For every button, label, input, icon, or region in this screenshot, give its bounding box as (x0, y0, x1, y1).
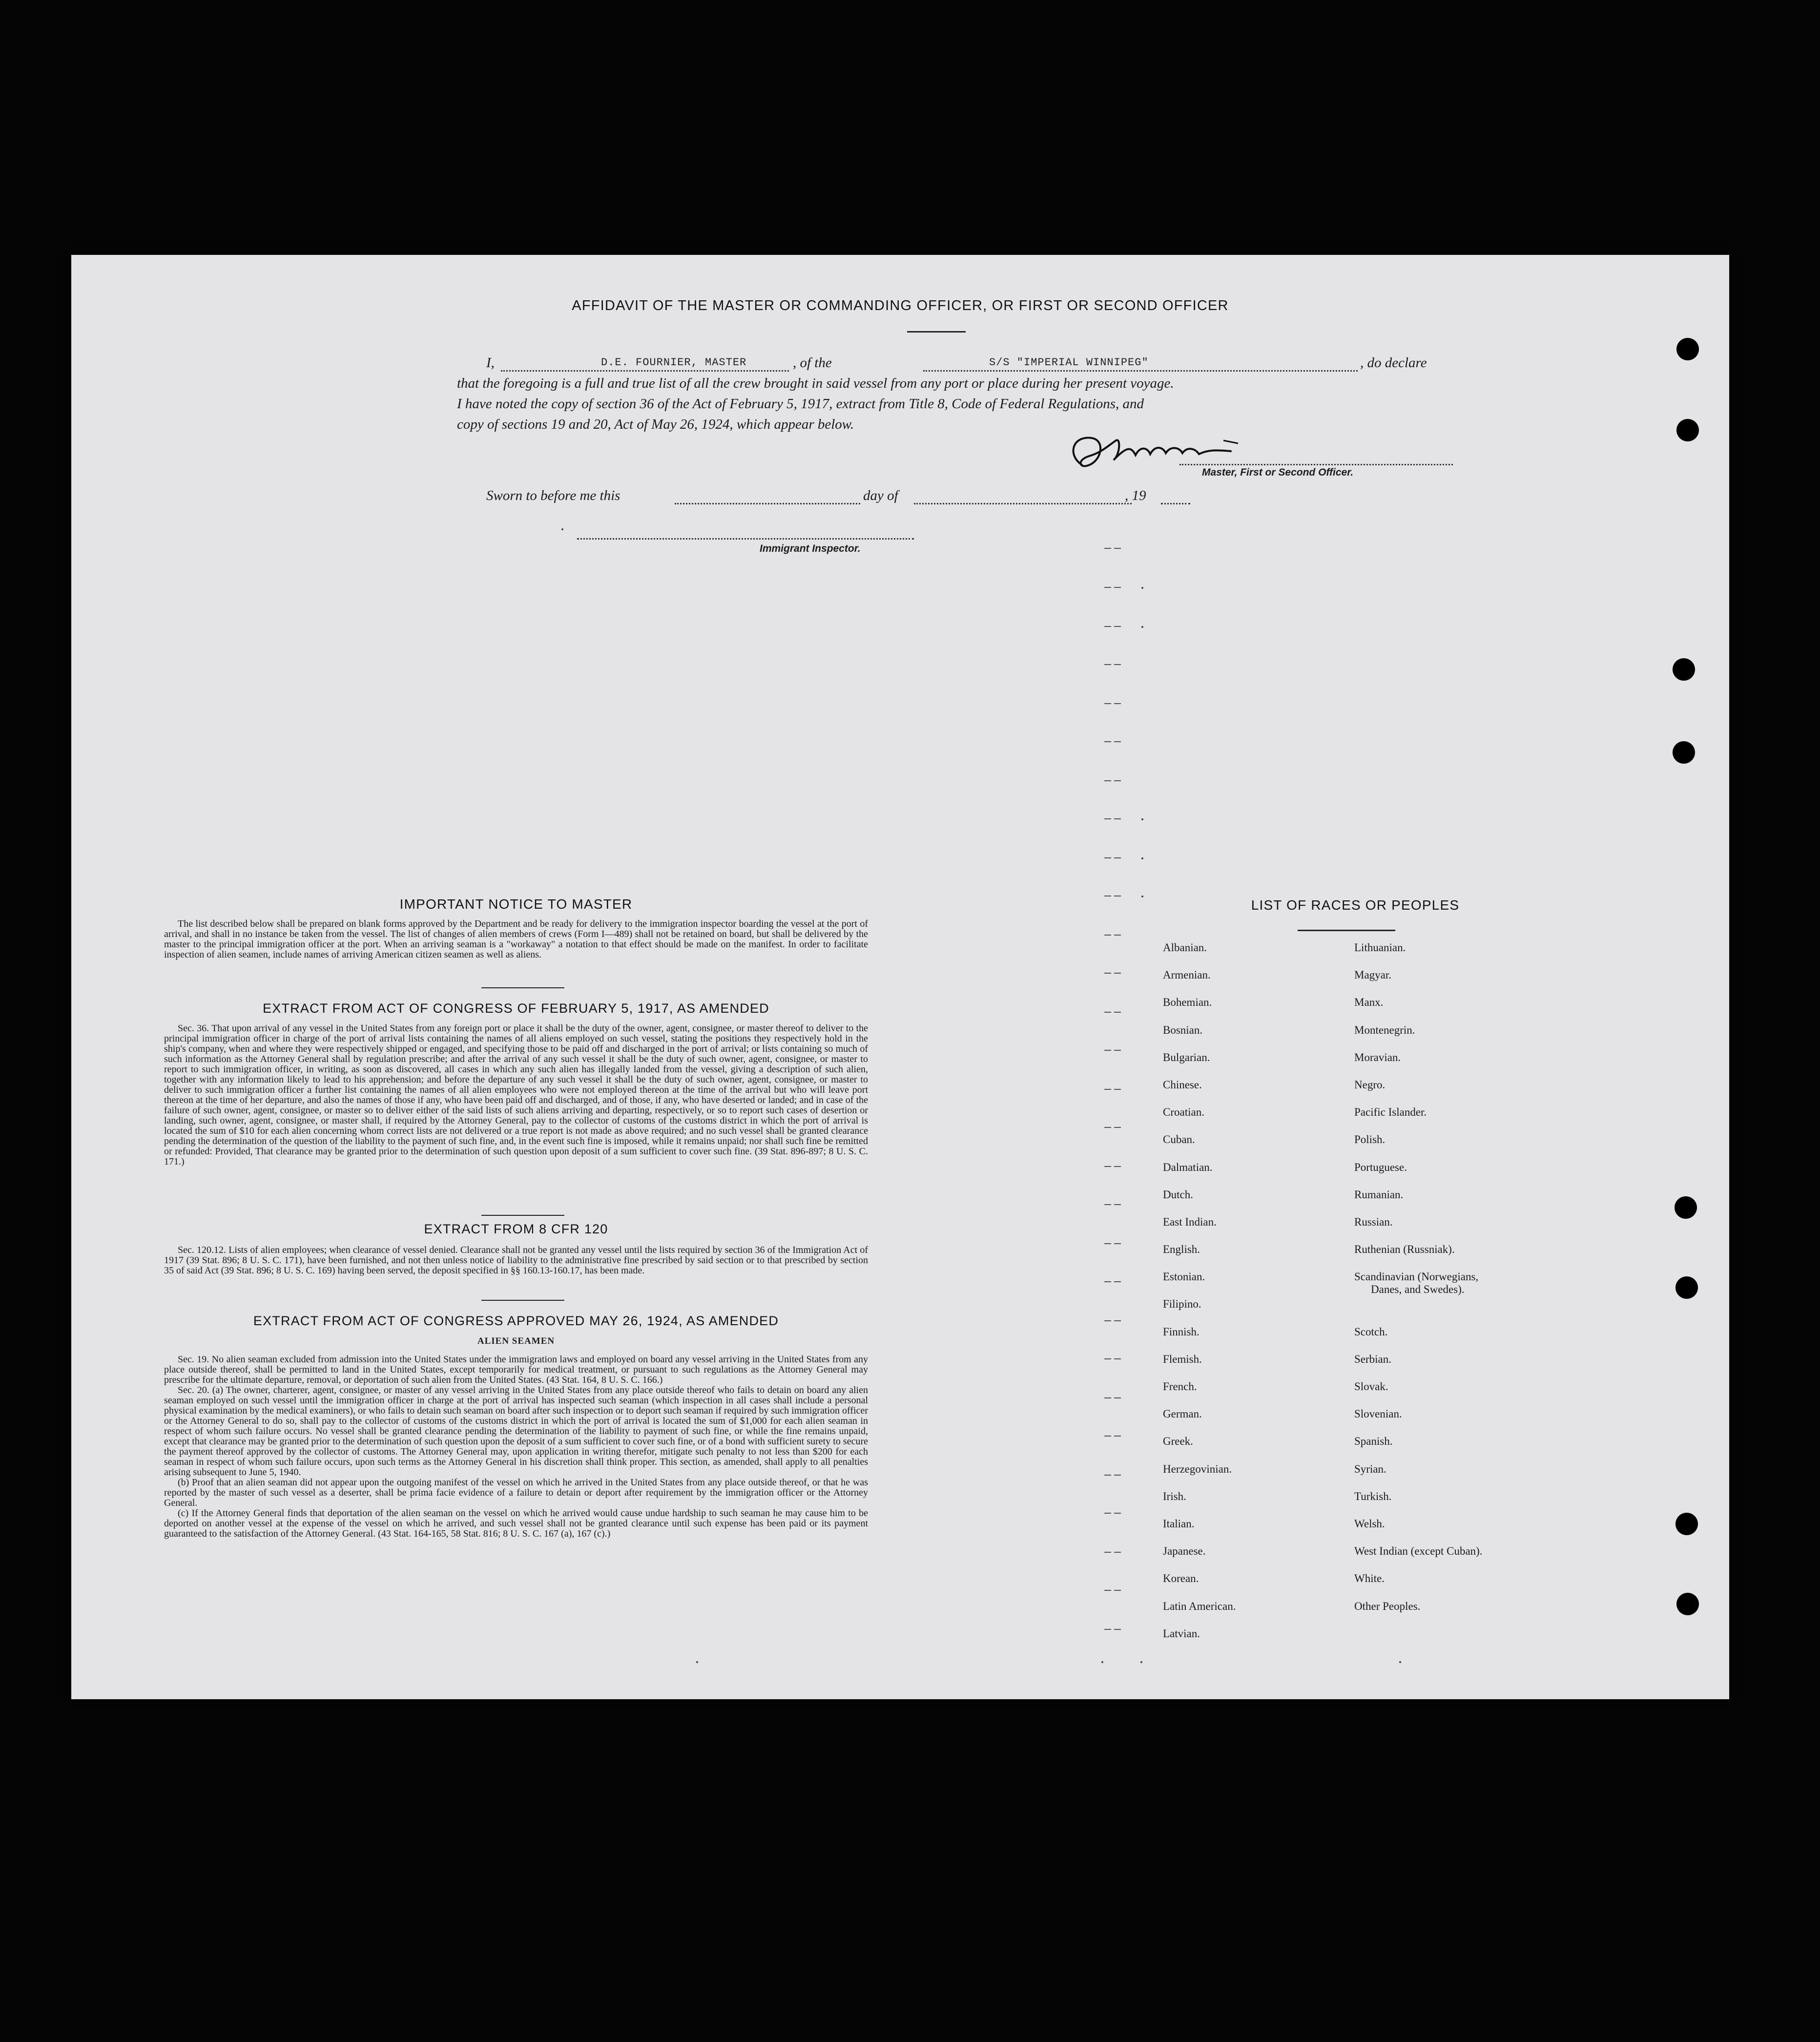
race-item: Croatian. (1163, 1106, 1204, 1119)
divider-2 (481, 1215, 564, 1216)
race-item: Pacific Islander. (1354, 1106, 1427, 1119)
race-item: West Indian (except Cuban). (1354, 1545, 1483, 1558)
of-the-label: , of the (793, 355, 832, 371)
vessel-name-typed: S/S "IMPERIAL WINNIPEG" (989, 356, 1149, 369)
extract-1917-title: EXTRACT FROM ACT OF CONGRESS OF FEBRUARY 5, 1917, AS AMENDED (263, 1001, 769, 1016)
race-item: Latin American. (1163, 1600, 1236, 1612)
binder-hole (1676, 338, 1699, 360)
affidavit-title: AFFIDAVIT OF THE MASTER OR COMMANDING OFFICER, OR FIRST OR SECOND OFFICER (572, 298, 1229, 313)
race-item: East Indian. (1163, 1215, 1217, 1228)
sec-19-paragraph: Sec. 19. No alien seaman excluded from admission into the United States under the immigration laws and employed on board any vessel arriving in the United States from any place outside thereof, shall be permitted to land in the United States, except temporarily for medical treatment, or pursuant to such regulations as the Attorney General may prescribe for the ultimate departure, removal, or deportation of such alien from the United States. (43 Stat. 164, 8 U. S. C. 166.) (164, 1354, 868, 1385)
signature-dotted-line (1179, 464, 1453, 465)
name-dotted-line (501, 370, 789, 372)
race-item: Danes, and Swedes). (1371, 1283, 1465, 1296)
race-item: Irish. (1163, 1490, 1186, 1502)
race-item: Bulgarian. (1163, 1051, 1210, 1063)
sec-20b-paragraph: (b) Proof that an alien seaman did not appear upon the outgoing manifest of the vessel on which he arrived in the United States from any place outside thereof, or that he was reported by the master of such vessel as a deserter, shall be prima facie evidence of a failure to detain or deport after requirement by the immigration officer or the Attorney General. (164, 1477, 868, 1508)
binder-hole (1675, 1513, 1698, 1535)
race-item: Armenian. (1163, 969, 1211, 981)
race-item: Flemish. (1163, 1353, 1202, 1365)
sworn-month-dotted-line (914, 503, 1132, 504)
races-column-1 (1163, 941, 1236, 1655)
affidavit-line-2: that the foregoing is a full and true list of all the crew brought in said vessel from any port or place during her present voyage. (457, 375, 1174, 391)
sworn-day-dotted-line (675, 503, 860, 504)
race-item: Manx. (1354, 996, 1384, 1009)
race-item: Syrian. (1354, 1462, 1386, 1475)
extract-cfr-body (164, 1245, 868, 1276)
binder-hole (1673, 741, 1695, 764)
race-item: Estonian. (1163, 1271, 1205, 1283)
race-item: Rumanian. (1354, 1188, 1404, 1201)
affidavit-line-3: I have noted the copy of section 36 of the Act of February 5, 1917, extract from Title 8, Code of Federal Regulations, and (457, 396, 1144, 412)
race-item: Finnish. (1163, 1325, 1200, 1338)
binder-hole (1676, 419, 1699, 441)
race-item: Italian. (1163, 1517, 1195, 1530)
race-item: Welsh. (1354, 1517, 1385, 1530)
declare-label: , do declare (1360, 355, 1427, 371)
divider-1 (481, 987, 564, 988)
race-item: Slovak. (1354, 1380, 1388, 1393)
extract-1924-body (164, 1354, 868, 1539)
affidavit-line-4: copy of sections 19 and 20, Act of May 26, 1924, which appear below. (457, 417, 854, 432)
race-item: Turkish. (1354, 1490, 1392, 1502)
i-label: I, (486, 355, 495, 371)
race-item: French. (1163, 1380, 1197, 1393)
races-column-2 (1354, 941, 1483, 1627)
signature-caption: Master, First or Second Officer. (1202, 467, 1354, 478)
day-of-label: day of (863, 488, 898, 503)
race-item: Greek. (1163, 1435, 1193, 1448)
race-item: Montenegrin. (1354, 1023, 1415, 1036)
inspector-caption: Immigrant Inspector. (760, 543, 861, 554)
extract-1924-title: EXTRACT FROM ACT OF CONGRESS APPROVED MAY 26, 1924, AS AMENDED (253, 1313, 779, 1328)
race-item: Herzegovinian. (1163, 1462, 1232, 1475)
title-underline (907, 331, 966, 333)
notice-body (164, 919, 868, 960)
extract-1917-body (164, 1023, 868, 1167)
extract-cfr-paragraph: Sec. 120.12. Lists of alien employees; when clearance of vessel denied. Clearance shall not be granted any vessel until the lists required by section 36 of the Immigration Act of 1917 (39 Stat. 896; 8 U. S. C. 171), have been furnished, and not then unless notice of liability to the administrative fine prescribed by said section or to that prescribed by section 35 of said Act (39 Stat. 896; 8 U. S. C. 169) having been served, the deposit specified in §§ 160.13-160.17, has been made. (164, 1245, 868, 1276)
binder-hole (1675, 1276, 1698, 1299)
races-underline (1298, 930, 1395, 931)
year-dotted-line (1161, 503, 1190, 504)
race-item: Korean. (1163, 1572, 1199, 1585)
race-item: White. (1354, 1572, 1385, 1585)
races-title: LIST OF RACES OR PEOPLES (1251, 897, 1460, 913)
binder-hole (1675, 1196, 1697, 1219)
sworn-label: Sworn to before me this (486, 488, 620, 503)
race-item: Chinese. (1163, 1078, 1202, 1091)
inspector-dotted-line (577, 538, 914, 540)
alien-seamen-subtitle: ALIEN SEAMEN (477, 1336, 555, 1346)
divider-3 (481, 1300, 564, 1301)
race-item: Bohemian. (1163, 996, 1212, 1009)
race-item: Magyar. (1354, 969, 1392, 981)
race-item: Serbian. (1354, 1353, 1392, 1365)
master-name-typed: D.E. FOURNIER, MASTER (601, 356, 747, 369)
race-item: Scandinavian (Norwegians, (1354, 1271, 1479, 1283)
race-item: Cuban. (1163, 1133, 1195, 1146)
extract-cfr-title: EXTRACT FROM 8 CFR 120 (424, 1222, 608, 1236)
race-item: Lithuanian. (1354, 941, 1406, 954)
race-item: Portuguese. (1354, 1161, 1407, 1173)
race-item: Bosnian. (1163, 1023, 1203, 1036)
notice-paragraph: The list described below shall be prepared on blank forms approved by the Department and be ready for delivery to the immigration inspector boarding the vessel at the port of arrival, and shall in no instance be taken from the vessel. The list of changes of alien members of crews (Form I—489) shall not be retained on board, but shall be delivered by the master to the principal immigration officer at the port. When an arriving seaman is a "workaway" a notation to that effect should be made on the manifest. In order to facilitate inspection of alien seamen, include names of arriving American citizen seamen as well as aliens. (164, 918, 868, 960)
binder-hole (1676, 1593, 1699, 1615)
race-item: Scotch. (1354, 1325, 1388, 1338)
vessel-dotted-line (923, 370, 1358, 372)
race-item: Spanish. (1354, 1435, 1393, 1448)
race-item: Filipino. (1163, 1298, 1201, 1311)
race-item: Dalmatian. (1163, 1161, 1213, 1173)
race-item: Russian. (1354, 1215, 1393, 1228)
race-item: Slovenian. (1354, 1408, 1402, 1420)
notice-title: IMPORTANT NOTICE TO MASTER (399, 896, 633, 912)
sec-20c-paragraph: (c) If the Attorney General finds that deportation of the alien seaman on the vessel on which he arrived would cause undue hardship to such seaman he may cause him to be deported on another vessel at the expense of the vessel on which he arrived, and such vessel shall not be granted clearance until such expense has been paid or its payment guaranteed to the satisfaction of the Attorney General. (43 Stat. 164-165, 58 Stat. 816; 8 U. S. C. 167 (a), 167 (c).) (164, 1508, 868, 1539)
race-item: Polish. (1354, 1133, 1386, 1146)
race-item: Negro. (1354, 1078, 1386, 1091)
race-item: Ruthenian (Russniak). (1354, 1243, 1455, 1256)
race-item: Moravian. (1354, 1051, 1401, 1063)
sec-20a-paragraph: Sec. 20. (a) The owner, charterer, agent, consignee, or master of any vessel arriving in the United States from any place outside thereof who fails to detain on board any alien seaman employed on such vessel until the immigration officer in charge at the port of arrival has inspected such seaman (which inspection in all cases shall include a personal physical examination by the medical examiners), or who fails to detain such seaman on board after such inspection or to deport such seaman if required by such immigration officer or the Attorney General to do so, shall pay to the collector of customs of the customs district in which the port of arrival is located the sum of $1,000 for each alien seaman in respect of whom such failure occurs. No vessel shall be granted clearance pending the determination of the liability to payment of such fine, or while the fine remains unpaid, except that clearance may be granted prior to the determination of such question upon the deposit of a sum sufficient to cover such fine, or of a bond with sufficient surety to secure the payment thereof approved by the collector of customs. The Attorney General may, upon application in writing therefor, mitigate such penalty to not less than $200 for each seaman in respect of whom such failure occurs, upon such terms as the Attorney General in his discretion shall think proper. This section, as amended, shall apply to all penalties arising subsequent to June 5, 1940. (164, 1385, 868, 1478)
race-item: Dutch. (1163, 1188, 1193, 1201)
race-item: English. (1163, 1243, 1200, 1256)
race-item: Albanian. (1163, 941, 1207, 954)
extract-1917-paragraph: Sec. 36. That upon arrival of any vessel in the United States from any foreign port or place it shall be the duty of the owner, agent, consignee, or master thereof to deliver to the principal immigration officer in charge of the port of arrival lists containing the names of all aliens employed on such vessel, stating the positions they respectively hold in the ship's company, when and where they were respectively shipped or engaged, and specifying those to be paid off and discharged in the port of arrival; or lists containing so much of such information as the Attorney General shall by regulation prescribe; and after the arrival of any such vessel it shall be the duty of such owner, agent, consignee, or master to report to such immigration officer, in writing, as soon as discovered, all cases in which any such alien has illegally landed from the vessel, giving a description of such alien, together with any information likely to lead to his apprehension; and before the departure of any such vessel it shall be the duty of such owner, agent, consignee, or master to deliver to such immigration officer a further list containing the names of all alien employees who were not employed thereon at the time of the arrival but who will leave port thereon at the time of her departure, and also the names of those if any, who have been paid off and discharged, and of those, if any, who have deserted or landed; and in case of the failure of such owner, agent, consignee, or master so to deliver either of the said lists of such aliens arriving and departing, respectively, or so to report such cases of desertion or landing, such owner, agent, consignee, or master shall, if required by the Attorney General, pay to the collector of customs of the customs district in which the port of arrival is located the sum of $10 for each alien concerning whom correct lists are not delivered or a true report is not made as above required; and no such vessel shall be granted clearance pending the determination of the question of the liability to the payment of such fine, and, in the event such fine is imposed, while it remains unpaid; nor shall such fine be remitted or refunded: Provided, That clearance may be granted prior to the determination of such question upon deposit of a sum sufficient to cover such fine. (39 Stat. 896-897; 8 U. S. C. 171.) (164, 1023, 868, 1167)
year-label: , 19 (1125, 488, 1146, 503)
race-item: Latvian. (1163, 1627, 1200, 1640)
document-page (71, 255, 1729, 1699)
binder-hole (1673, 658, 1695, 681)
race-item: Japanese. (1163, 1545, 1206, 1558)
race-item: German. (1163, 1408, 1202, 1420)
race-item: Other Peoples. (1354, 1600, 1421, 1612)
